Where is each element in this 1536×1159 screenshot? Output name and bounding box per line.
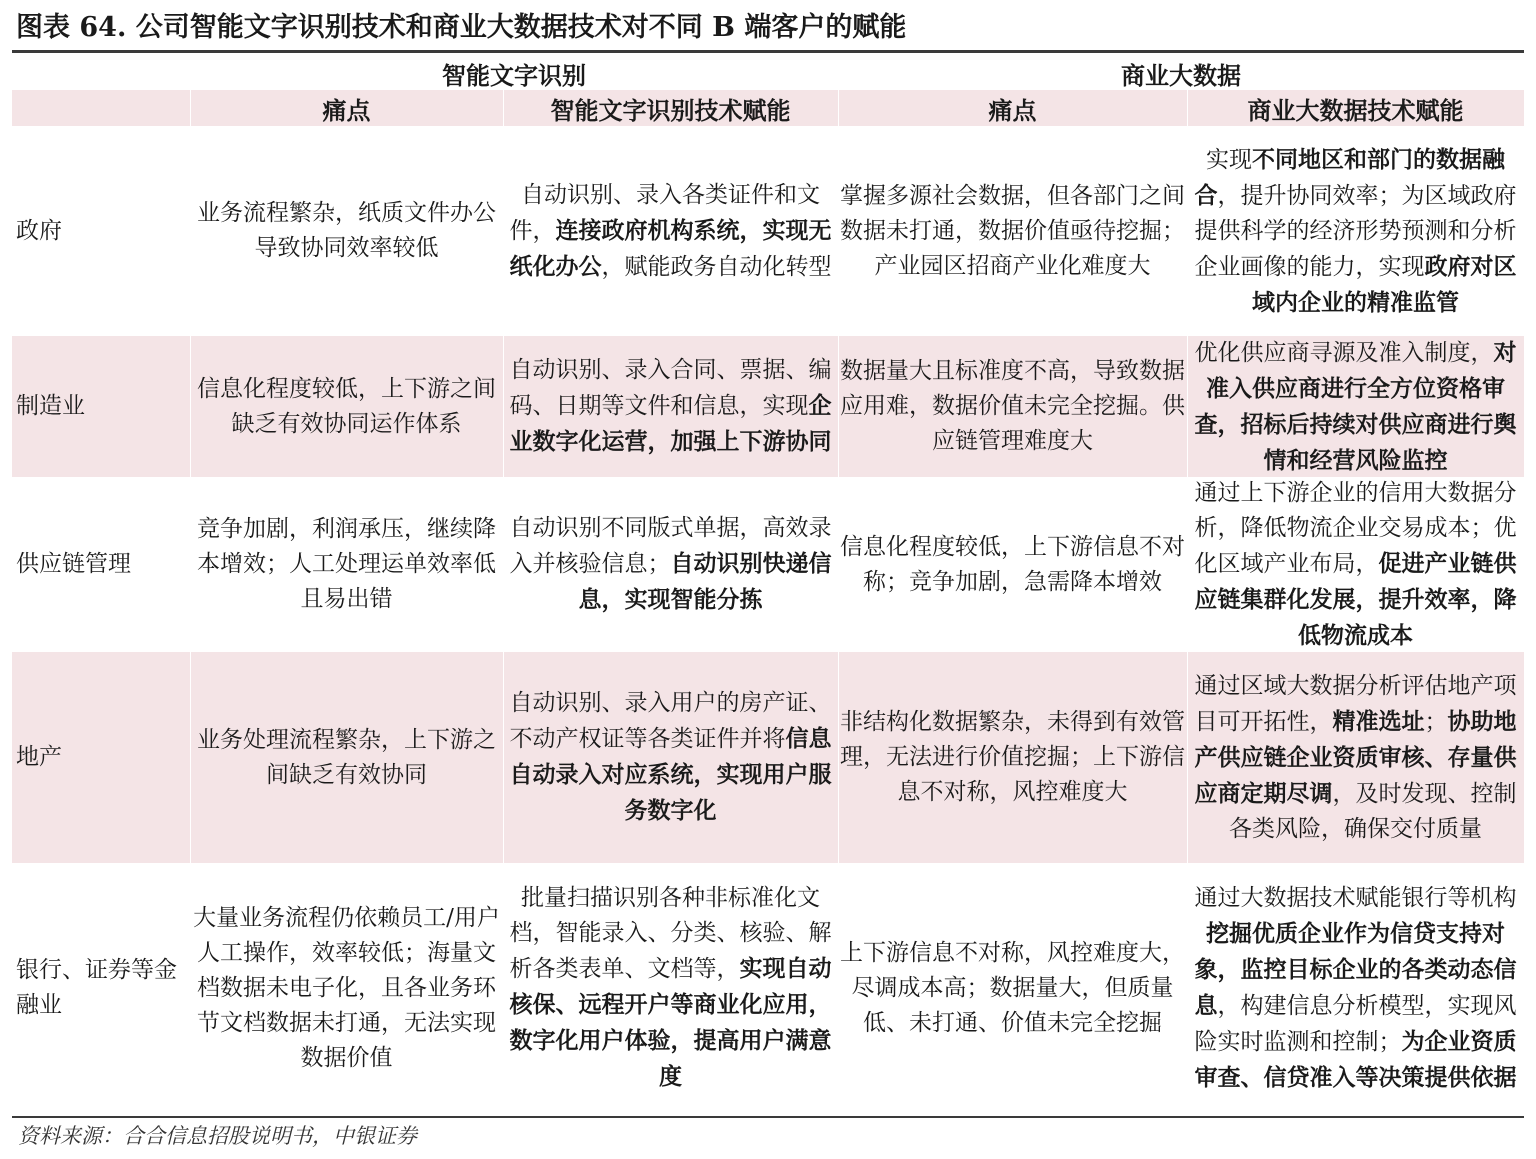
bold-segment: 协助地产供应链企业资质审核、存量供应商定期尽调 (1194, 707, 1517, 807)
bold-segment: 自动识别快递信息，实现智能分拣 (578, 550, 832, 613)
text-segment: 实现 (1206, 146, 1252, 173)
cell-text (505, 881, 836, 1095)
cell-bigdata-pain (838, 126, 1187, 336)
cell-text (505, 686, 836, 829)
cell-ocr-empower (503, 477, 838, 652)
bold-segment: 促进产业链供应链集群化发展，提升效率，降低物流成本 (1194, 549, 1517, 649)
cell-ocr-pain (190, 863, 503, 1113)
cell-text (1189, 142, 1522, 321)
text-segment: 优化供应商寻源及准入制度， (1194, 339, 1494, 366)
text-segment: 非结构化数据繁杂，未得到有效管理，无法进行价值挖掘；上下游信息不对称，风控难度大 (840, 709, 1185, 805)
title-divider (12, 50, 1524, 53)
cell-text (840, 354, 1185, 459)
cell-text (192, 372, 501, 442)
text-segment: 批量扫描识别各种非标准化文档，智能录入、分类、核验、解析各类表单、文档等， (509, 885, 832, 982)
source-note: 资料来源：合合信息招股说明书，中银证券 (18, 1124, 417, 1148)
cell-bigdata-pain (838, 336, 1187, 477)
bold-segment: 挖掘优质企业作为信贷支持对象，监控目标企业的各类动态信息 (1194, 919, 1517, 1019)
cell-text (192, 723, 501, 793)
cell-ocr-pain (190, 126, 503, 336)
bold-segment: 企业数字化运营，加强上下游协同 (509, 392, 832, 455)
bold-segment: 为企业资质审查、信贷准入等决策提供依据 (1194, 1027, 1517, 1091)
cell-text (192, 196, 501, 266)
cell-bigdata-empower (1187, 477, 1524, 652)
cell-ocr-pain (190, 652, 503, 863)
col-header-ocr-pain: 痛点 (322, 95, 371, 125)
cell-bigdata-empower (1187, 652, 1524, 863)
cell-ocr-empower (503, 652, 838, 863)
cell-text (840, 936, 1185, 1041)
cell-bigdata-empower (1187, 863, 1524, 1113)
cell-text (1189, 477, 1522, 652)
row-label-manufacturing: 制造业 (16, 393, 85, 419)
cell-bigdata-pain (838, 477, 1187, 652)
col-header-ocr-empower: 智能文字识别技术赋能 (550, 95, 791, 125)
cell-text (840, 530, 1185, 600)
text-segment: 上下游信息不对称，风控难度大，尽调成本高；数据量大，但质量低、未打通、价值未完全挖掘 (840, 939, 1185, 1036)
bold-segment: 精准选址 (1332, 707, 1425, 735)
group-header-bigdata: 商业大数据 (1121, 60, 1241, 90)
cell-ocr-empower (503, 126, 838, 336)
text-segment: 大量业务流程仍依赖员工/用户人工操作，效率较低；海量文档数据未电子化，且各业务环节文档数据未打通，无法实现数据价值 (193, 904, 500, 1071)
cell-text (192, 901, 501, 1076)
text-segment: ，构建信息分析模型，实现风险实时监测和控制； (1194, 992, 1517, 1055)
text-segment: 信息化程度较低，上下游之间缺乏有效协同运作体系 (197, 375, 496, 437)
cell-ocr-empower (503, 863, 838, 1113)
bold-segment: 不同地区和部门的数据融合 (1194, 145, 1505, 209)
cell-bigdata-pain (838, 863, 1187, 1113)
text-segment: 自动识别、录入用户的房产证、不动产权证等各类证件并将 (509, 690, 832, 752)
text-segment: ，赋能政务自动化转型 (601, 253, 832, 280)
col-header-bigdata-empower: 商业大数据技术赋能 (1247, 95, 1464, 125)
bold-segment: 对准入供应商进行全方位资格审查，招标后持续对供应商进行舆情和经营风险监控 (1194, 338, 1517, 474)
cell-text (840, 705, 1185, 810)
cell-text (1189, 336, 1522, 477)
cell-text (1189, 669, 1522, 847)
cell-text (505, 353, 836, 460)
bold-segment: 信息自动录入对应系统，实现用户服务数字化 (509, 725, 832, 824)
text-segment: 数据量大且标准度不高，导致数据应用难，数据价值未完全挖掘。供应链管理难度大 (840, 358, 1185, 454)
cell-ocr-pain (190, 336, 503, 477)
col-header-bigdata-pain: 痛点 (988, 95, 1037, 125)
text-segment: ； (1424, 708, 1448, 735)
cell-text (840, 179, 1185, 284)
text-segment: 业务流程繁杂，纸质文件办公导致协同效率较低 (197, 200, 496, 261)
cell-bigdata-empower (1187, 336, 1524, 477)
row-label-real-estate: 地产 (16, 744, 62, 770)
bold-segment: 连接政府机构系统，实现无纸化办公 (509, 216, 832, 280)
text-segment: 自动识别、录入合同、票据、编码、日期等文件和信息，实现 (509, 357, 832, 419)
text-segment: ，提升协同效率；为区域政府提供科学的经济形势预测和分析企业画像的能力，实现 (1194, 182, 1517, 280)
text-segment: 通过大数据技术赋能银行等机构 (1194, 884, 1517, 911)
text-segment: 通过上下游企业的信用大数据分析，降低物流企业交易成本；优化区域产业布局， (1194, 479, 1517, 577)
figure-title: 图表 64. 公司智能文字识别技术和商业大数据技术对不同 B 端客户的赋能 (16, 12, 907, 43)
text-segment: 通过区域大数据分析评估地产项目可开拓性， (1194, 672, 1517, 735)
text-segment: 竞争加剧，利润承压，继续降本增效；人工处理运单效率低且易出错 (197, 516, 496, 612)
bold-segment: 政府对区域内企业的精准监管 (1252, 252, 1517, 316)
cell-ocr-empower (503, 336, 838, 477)
text-segment: 业务处理流程繁杂，上下游之间缺乏有效协同 (197, 726, 496, 788)
cell-text (505, 178, 836, 285)
cell-bigdata-pain (838, 652, 1187, 863)
row-label-finance: 银行、证券等金融业 (16, 957, 177, 1018)
row-label-supply-chain: 供应链管理 (16, 551, 131, 577)
cell-bigdata-empower (1187, 126, 1524, 336)
row-label-government: 政府 (16, 217, 62, 244)
text-segment: 掌握多源社会数据，但各部门之间数据未打通，数据价值亟待挖掘；产业园区招商产业化难度大 (840, 182, 1185, 279)
cell-text (1189, 881, 1522, 1096)
cell-text (505, 511, 836, 618)
text-segment: 信息化程度较低，上下游信息不对称；竞争加剧，急需降本增效 (840, 533, 1185, 595)
text-segment: 自动识别不同版式单据，高效录入并核验信息； (509, 515, 832, 577)
cell-ocr-pain (190, 477, 503, 652)
text-segment: ，及时发现、控制各类风险，确保交付质量 (1229, 780, 1517, 842)
cell-text (192, 512, 501, 617)
text-segment: 自动识别、录入各类证件和文件， (509, 181, 820, 244)
bold-segment: 实现自动核保、远程开户等商业化应用，数字化用户体验，提高用户满意度 (509, 955, 832, 1090)
group-header-ocr: 智能文字识别 (442, 60, 586, 90)
